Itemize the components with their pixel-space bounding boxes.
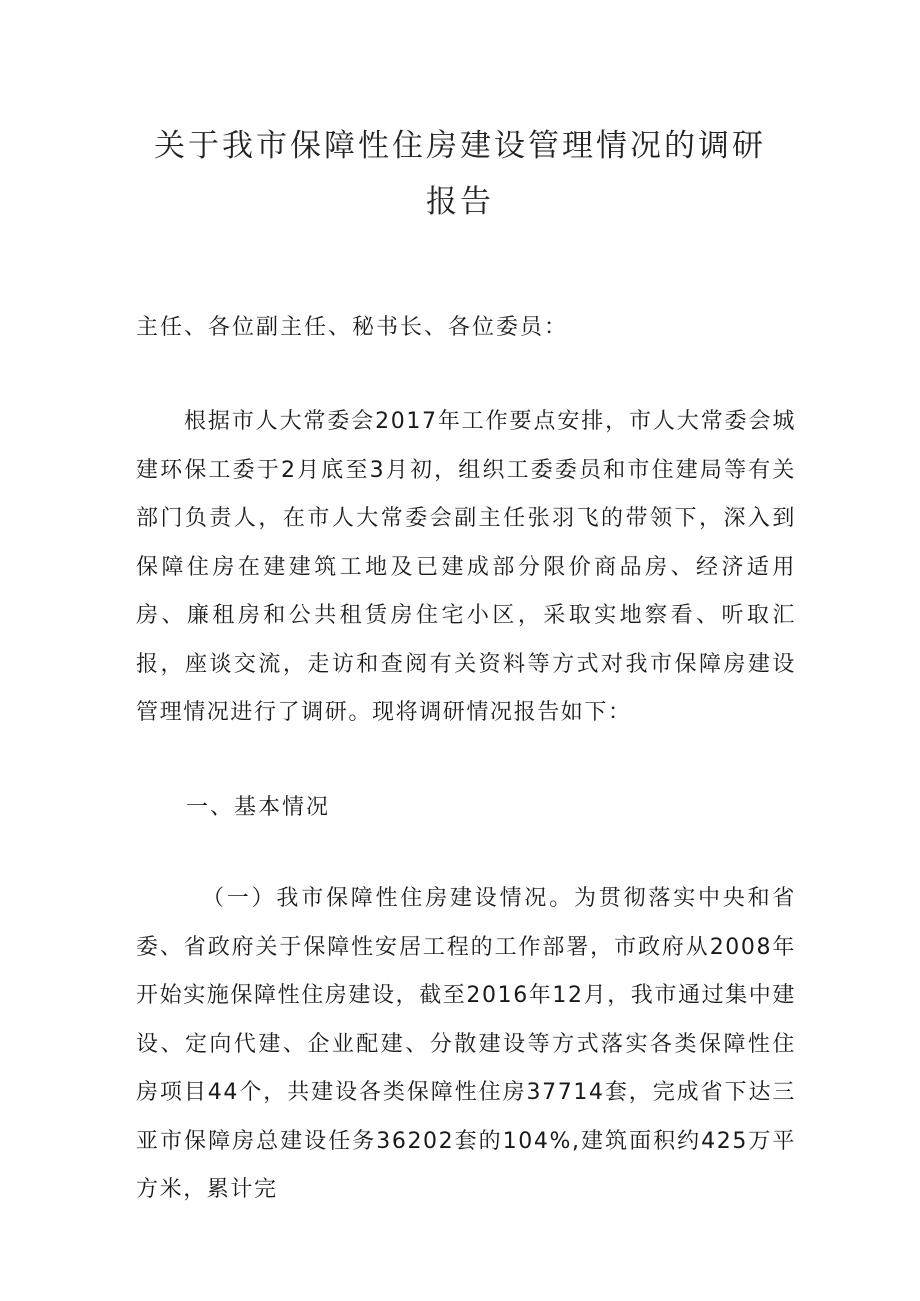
- document-title-line1: 关于我市保障性住房建设管理情况的调研: [154, 128, 766, 164]
- section-heading-basic-situation: 一、基本情况: [186, 795, 331, 820]
- paragraph-housing-construction: （一）我市保障性住房建设情况。为贯彻落实中央和省委、省政府关于保障性安居工程的工作部署，市政府从2008年开始实施保障性住房建设，截至2016年12月，我市通过集中建设、定向代建、企业配建、分散建设等方式落实各类保障性住房项目44个，共建设各类保障性住房37714套，完成省下达三亚市保障房总建设任务36202套的104%,建筑面积约425万平方米，累计完: [136, 886, 796, 1202]
- salutation: 主任、各位副主任、秘书长、各位委员：: [136, 315, 569, 340]
- document-title-line2: 报告: [426, 184, 494, 220]
- paragraph-intro: 根据市人大常委会2017年工作要点安排，市人大常委会城建环保工委于2月底至3月初，组织工委委员和市住建局等有关部门负责人，在市人大常委会副主任张羽飞的带领下，深入到保障住房在建建筑工地及已建成部分限价商品房、经济适用房、廉租房和公共租赁房住宅小区，采取实地察看、听取汇报，座谈交流，走访和查阅有关资料等方式对我市保障房建设管理情况进行了调研。现将调研情况报告如下：: [136, 409, 796, 725]
